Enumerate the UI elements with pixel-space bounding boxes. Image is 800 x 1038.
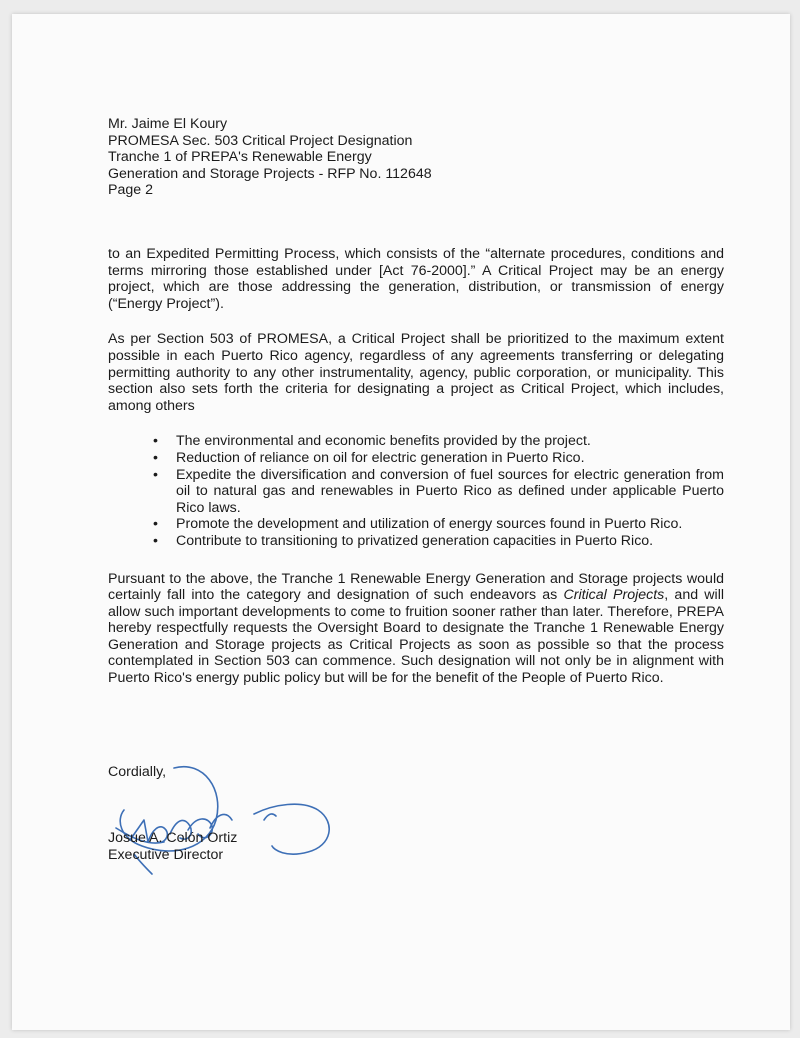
bullet-icon: • — [153, 433, 158, 450]
page-number: Page 2 — [108, 182, 153, 199]
list-item: • Contribute to transitioning to privatized generation capacities in Puerto Rico. — [153, 532, 654, 549]
letter-body — [108, 246, 724, 706]
criteria-list — [108, 433, 724, 549]
list-item: • Reduction of reliance on oil for electric generation in Puerto Rico. — [153, 449, 585, 466]
paragraph-section-503: As per Section 503 of PROMESA, a Critical Project shall be prioritized to the maximum extent possible in each Puerto Rico agency, regardless of any agreements transferring or delegating permitting authority to any other instrumentality, agency, public corporation, or municipality. This section also sets forth the criteria for designating a project as Critical Project, which includes, among others — [108, 331, 724, 414]
bullet-icon: • — [153, 516, 158, 533]
closing-salutation: Cordially, — [108, 764, 167, 780]
letter-header — [108, 116, 724, 199]
bullet-icon: • — [153, 449, 158, 466]
signatory-title: Executive Director — [108, 846, 224, 863]
subject-line-1: PROMESA Sec. 503 Critical Project Designation — [108, 132, 413, 149]
signature-block — [108, 830, 237, 863]
bullet-icon: • — [153, 466, 158, 483]
list-item: • The environmental and economic benefits provided by the project. — [153, 433, 591, 450]
signatory-name: Josue A. Colón Ortiz — [108, 830, 238, 846]
list-item: • Promote the development and utilization of energy sources found in Puerto Rico. — [153, 516, 683, 533]
subject-line-2: Tranche 1 of PREPA's Renewable Energy — [108, 149, 372, 166]
document-page — [12, 14, 790, 1030]
recipient-name: Mr. Jaime El Koury — [108, 116, 228, 132]
paragraph-expedited-permitting: to an Expedited Permitting Process, which consists of the “alternate procedures, conditions and terms mirroring those established under [Act 76-2000].” A Critical Project may be an energy project, which are those addressing the generation, distribution, or transmission of energy (“Energy Project”). — [108, 246, 724, 312]
paragraph-request: Pursuant to the above, the Tranche 1 Renewable Energy Generation and Storage projects would certainly fall into the category and designation of such endeavors as Critical Projects, and will allow such important developments to come to fruition sooner rather than later. Therefore, PREPA hereby respectfully requests the Oversight Board to designate the Tranche 1 Renewable Energy Generation and Storage projects as Critical Projects as soon as possible so that the process contemplated in Section 503 can commence. Such designation will not only be in alignment with Puerto Rico's energy public policy but will be for the benefit of the People of Puerto Rico. — [108, 570, 724, 687]
bullet-icon: • — [153, 532, 158, 549]
list-item: • Expedite the diversification and conversion of fuel sources for electric generation from oil to natural gas and renewables in Puerto Rico as defined under applicable Puerto Rico laws. — [153, 466, 724, 516]
subject-line-3: Generation and Storage Projects - RFP No. 112648 — [108, 165, 432, 182]
